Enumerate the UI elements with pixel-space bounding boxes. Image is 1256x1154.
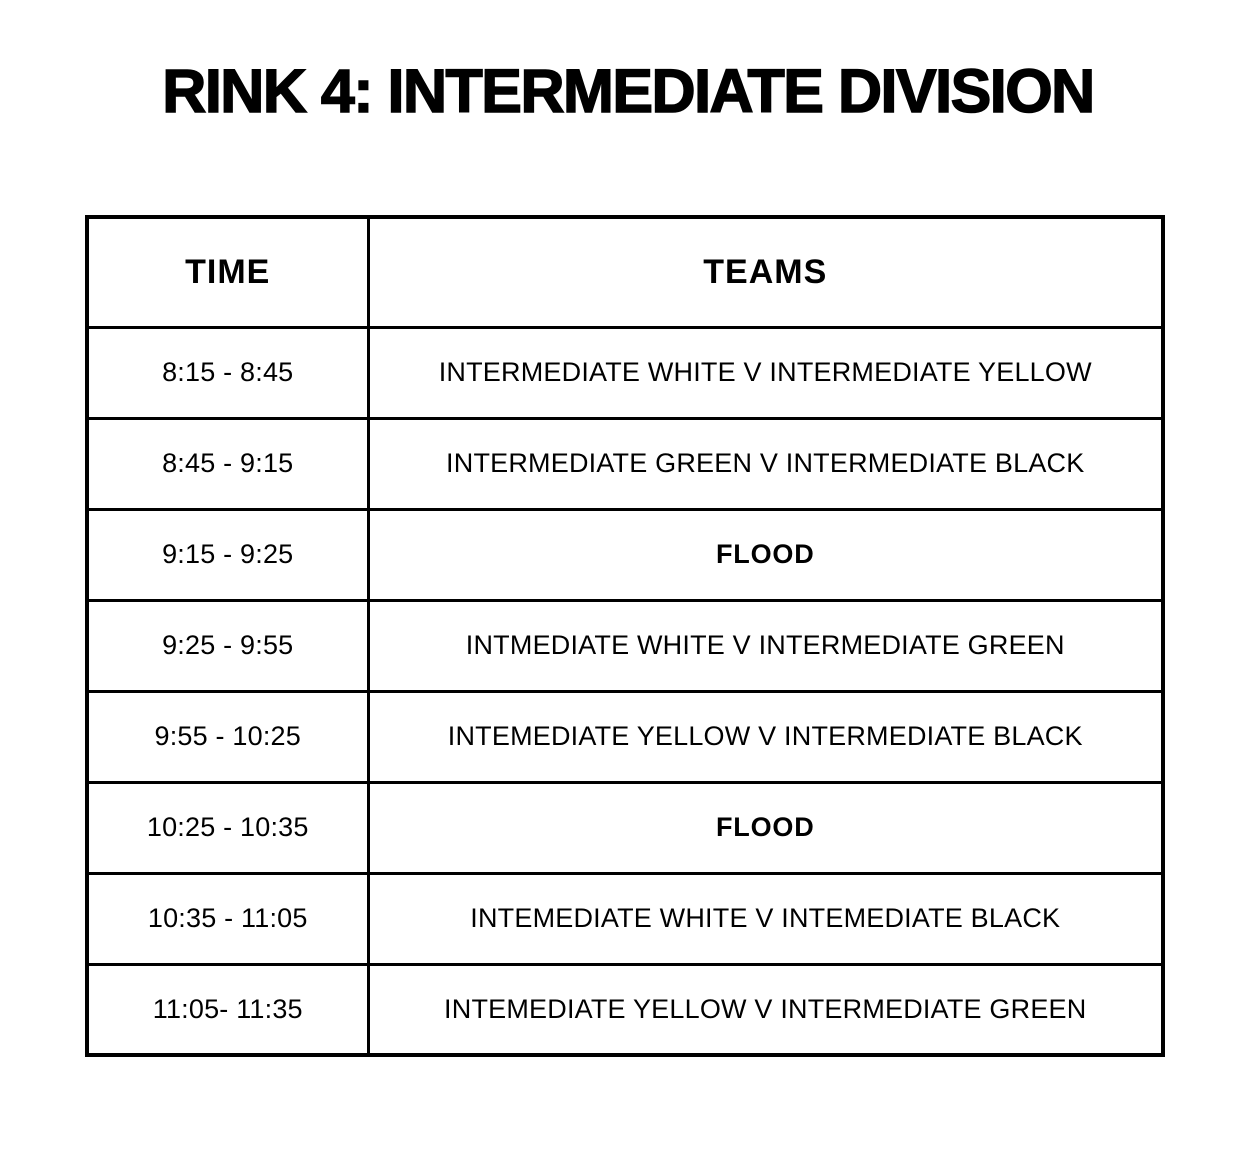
table-row xyxy=(87,327,1163,418)
time-cell: 9:55 - 10:25 xyxy=(87,691,368,782)
table-row xyxy=(87,964,1163,1055)
teams-cell: FLOOD xyxy=(368,509,1163,600)
teams-cell: INTEMEDIATE YELLOW V INTERMEDIATE BLACK xyxy=(368,691,1163,782)
time-cell: 9:15 - 9:25 xyxy=(87,509,368,600)
time-cell: 9:25 - 9:55 xyxy=(87,600,368,691)
teams-cell: FLOOD xyxy=(368,782,1163,873)
header-row xyxy=(87,217,1163,327)
teams-cell: INTEMEDIATE YELLOW V INTERMEDIATE GREEN xyxy=(368,964,1163,1055)
time-column-header: TIME xyxy=(87,217,368,327)
table-row xyxy=(87,509,1163,600)
table-row xyxy=(87,418,1163,509)
schedule-table xyxy=(85,215,1165,1057)
teams-cell: INTERMEDIATE GREEN V INTERMEDIATE BLACK xyxy=(368,418,1163,509)
teams-cell: INTERMEDIATE WHITE V INTERMEDIATE YELLOW xyxy=(368,327,1163,418)
table-row xyxy=(87,691,1163,782)
time-cell: 10:25 - 10:35 xyxy=(87,782,368,873)
time-cell: 10:35 - 11:05 xyxy=(87,873,368,964)
table-row xyxy=(87,600,1163,691)
time-cell: 11:05- 11:35 xyxy=(87,964,368,1055)
page-title: RINK 4: INTERMEDIATE DIVISION xyxy=(162,57,1094,125)
table-row xyxy=(87,873,1163,964)
time-cell: 8:15 - 8:45 xyxy=(87,327,368,418)
table-row xyxy=(87,782,1163,873)
teams-cell: INTEMEDIATE WHITE V INTEMEDIATE BLACK xyxy=(368,873,1163,964)
teams-cell: INTMEDIATE WHITE V INTERMEDIATE GREEN xyxy=(368,600,1163,691)
time-cell: 8:45 - 9:15 xyxy=(87,418,368,509)
teams-column-header: TEAMS xyxy=(368,217,1163,327)
